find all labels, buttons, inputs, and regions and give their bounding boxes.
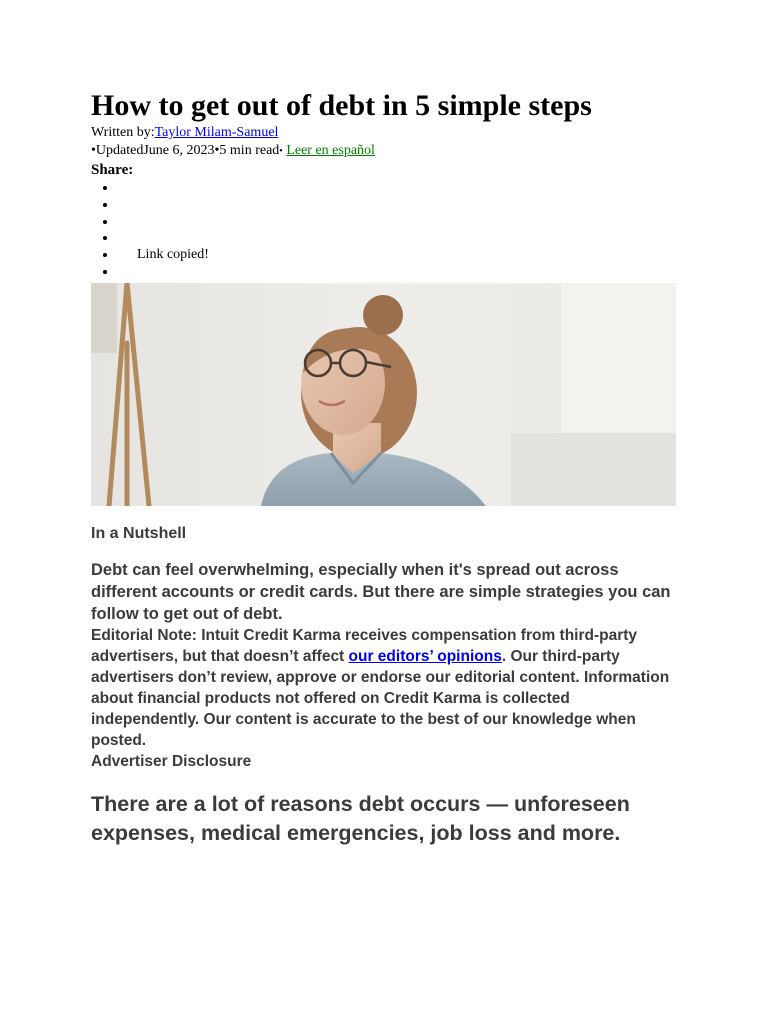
link-copied-message: • Link copied!	[117, 247, 677, 264]
share-item-2[interactable]	[117, 197, 677, 214]
article-meta	[91, 142, 677, 161]
read-time: •5 min read	[214, 143, 280, 158]
nutshell-body: Debt can feel overwhelming, especially when it's spread out across different accounts or credit cards. But there are simple strategies you can follow to get out of debt.	[91, 560, 671, 623]
editors-opinions-link[interactable]: our editors’ opinions	[348, 647, 502, 665]
share-label: Share:	[91, 162, 134, 178]
share-item-4[interactable]	[117, 230, 677, 247]
article	[91, 88, 677, 848]
written-by-label: Written by:	[91, 125, 155, 140]
article-title: How to get out of debt in 5 simple steps	[91, 89, 592, 122]
lead-paragraph: There are a lot of reasons debt occurs — unforeseen expenses, medical emergencies, job loss and more.	[91, 791, 630, 845]
meta-separator: •	[279, 146, 283, 157]
updated-date: June 6, 2023	[143, 143, 215, 158]
byline	[91, 124, 677, 142]
share-item-1[interactable]	[117, 180, 677, 197]
nutshell-heading: In a Nutshell	[91, 524, 187, 542]
share-item-3[interactable]	[117, 214, 677, 231]
share-item-6[interactable]	[117, 264, 677, 281]
spanish-link[interactable]: Leer en español	[286, 143, 375, 158]
updated-prefix: •Updated	[91, 143, 144, 158]
editorial-note	[91, 625, 677, 751]
hero-image	[91, 283, 676, 506]
woman-with-glasses-photo-icon	[91, 283, 676, 506]
editorial-text-after: . Our third-party advertisers don’t review, approve or endorse our editorial content. Information about financial products not offered on Credit Karma is collected independently. Our content is accurate to the best of our knowledge when posted.	[91, 647, 670, 749]
share-list	[91, 180, 677, 281]
author-link[interactable]: Taylor Milam-Samuel	[154, 125, 279, 140]
editorial-text-before: Editorial Note: Intuit Credit Karma receives compensation from third-party advertisers, but that doesn’t affect	[91, 626, 638, 665]
advertiser-disclosure[interactable]: Advertiser Disclosure	[91, 752, 252, 770]
